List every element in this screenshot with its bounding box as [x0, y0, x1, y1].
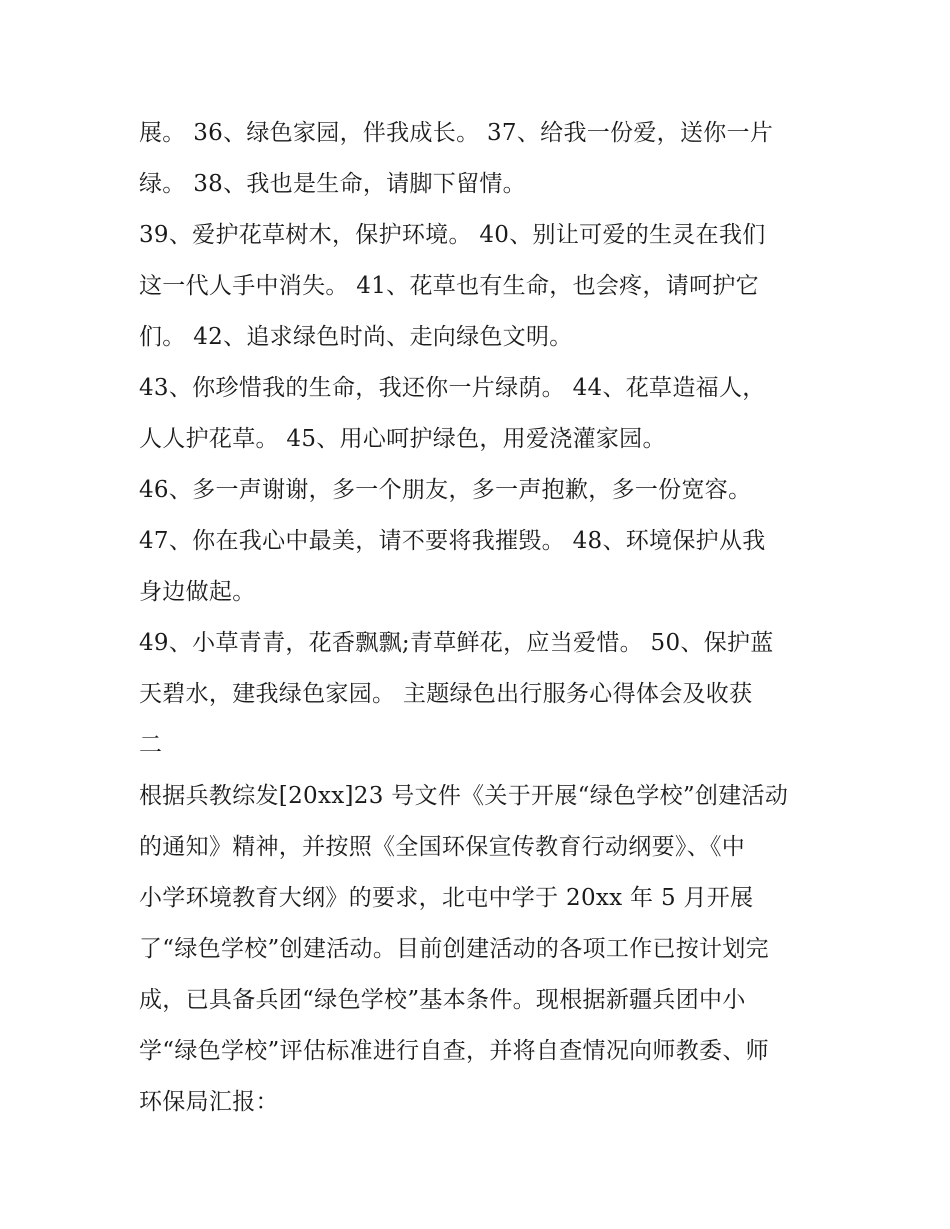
text-line: 身边做起。 [139, 579, 256, 605]
text-line: 二 [139, 732, 163, 758]
text-line: 39、爱护花草树木，保护环境。 40、别让可爱的生灵在我们 [139, 222, 766, 248]
text-line: 46、多一声谢谢，多一个朋友，多一声抱歉，多一份宽容。 [139, 477, 752, 503]
text-line: 成，已具备兵团“绿色学校”基本条件。现根据新疆兵团中小 [139, 987, 746, 1013]
text-line: 这一代人手中消失。 41、花草也有生命，也会疼，请呵护它 [139, 273, 759, 299]
text-line: 49、小草青青，花香飘飘;青草鲜花，应当爱惜。 50、保护蓝 [139, 630, 774, 656]
text-line: 天碧水，建我绿色家园。 主题绿色出行服务心得体会及收获 [139, 681, 753, 707]
text-line: 学“绿色学校”评估标准进行自查，并将自查情况向师教委、师 [139, 1038, 769, 1064]
text-line: 展。 36、绿色家园，伴我成长。 37、给我一份爱，送你一片 [139, 120, 774, 146]
text-line: 了“绿色学校”创建活动。目前创建活动的各项工作已按计划完 [139, 936, 769, 962]
text-line: 的通知》精神，并按照《全国环保宣传教育行动纲要》、《中 [139, 834, 746, 860]
text-line: 环保局汇报： [139, 1089, 279, 1115]
text-line: 47、你在我心中最美，请不要将我摧毁。 48、环境保护从我 [139, 528, 766, 554]
text-line: 绿。 38、我也是生命，请脚下留情。 [139, 171, 526, 197]
text-line: 小学环境教育大纲》的要求，北屯中学于 20xx 年 5 月开展 [139, 885, 754, 911]
text-line: 根据兵教综发[20xx]23 号文件《关于开展“绿色学校”创建活动 [139, 783, 789, 809]
text-line: 43、你珍惜我的生命，我还你一片绿荫。 44、花草造福人， [139, 375, 766, 401]
text-line: 人人护花草。 45、用心呵护绿色，用爱浇灌家园。 [139, 426, 666, 452]
document-body [139, 108, 819, 1128]
text-line: 们。 42、追求绿色时尚、走向绿色文明。 [139, 324, 573, 350]
